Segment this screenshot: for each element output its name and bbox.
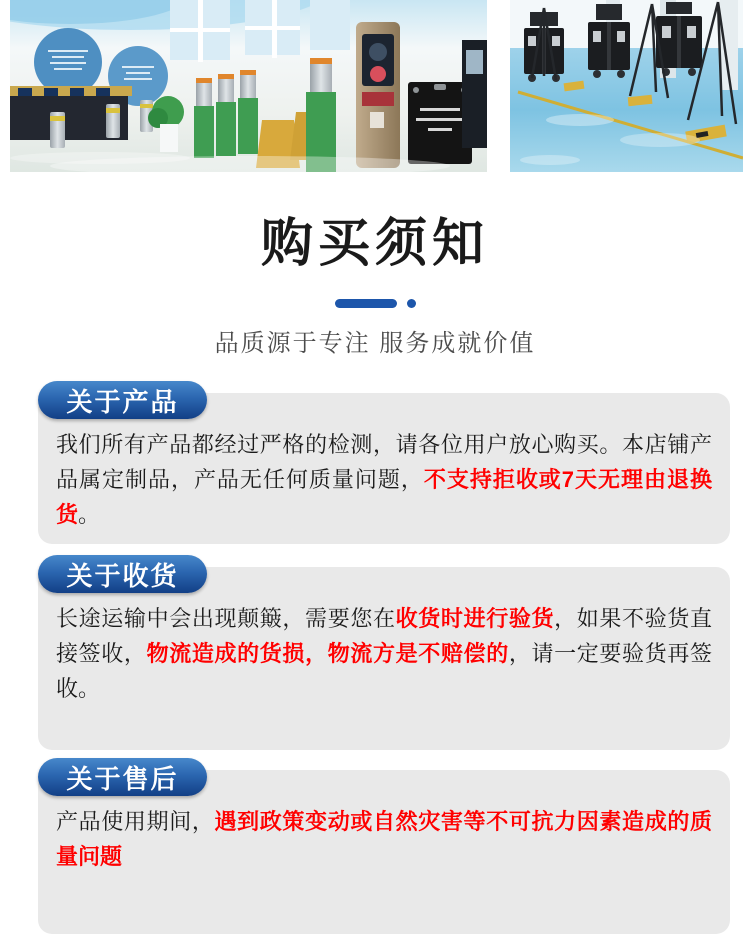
section-about-delivery	[38, 555, 730, 750]
workshop-photo	[510, 0, 743, 172]
section-label-after-sales: 关于售后	[38, 758, 207, 796]
divider-dot-icon	[407, 299, 416, 308]
section-about-product	[38, 381, 730, 544]
showroom-photo	[10, 0, 487, 172]
section-label-about-product: 关于产品	[38, 381, 207, 419]
workshop-photo-illustration	[510, 0, 743, 172]
title-divider	[0, 299, 750, 308]
section-label-about-delivery: 关于收货	[38, 555, 207, 593]
section-text-about-delivery: 长途运输中会出现颠簸，需要您在收货时进行验货，如果不验货直接签收，物流造成的货损，物流方是不赔偿的，请一定要验货再签收。	[38, 567, 730, 750]
notice-sections	[38, 381, 730, 934]
section-text-after-sales: 产品使用期间，遇到政策变动或自然灾害等不可抗力因素造成的质量问题	[38, 770, 730, 934]
photo-strip	[0, 0, 750, 172]
section-text-about-product: 我们所有产品都经过严格的检测，请各位用户放心购买。本店铺产品属定制品，产品无任何质量问题，不支持拒收或7天无理由退换货。	[38, 393, 730, 544]
divider-bar-icon	[335, 299, 397, 308]
showroom-photo-illustration	[10, 0, 487, 172]
page-title: 购买须知	[260, 215, 489, 273]
section-after-sales	[38, 758, 730, 934]
page-subtitle: 品质源于专注 服务成就价值	[214, 330, 536, 357]
